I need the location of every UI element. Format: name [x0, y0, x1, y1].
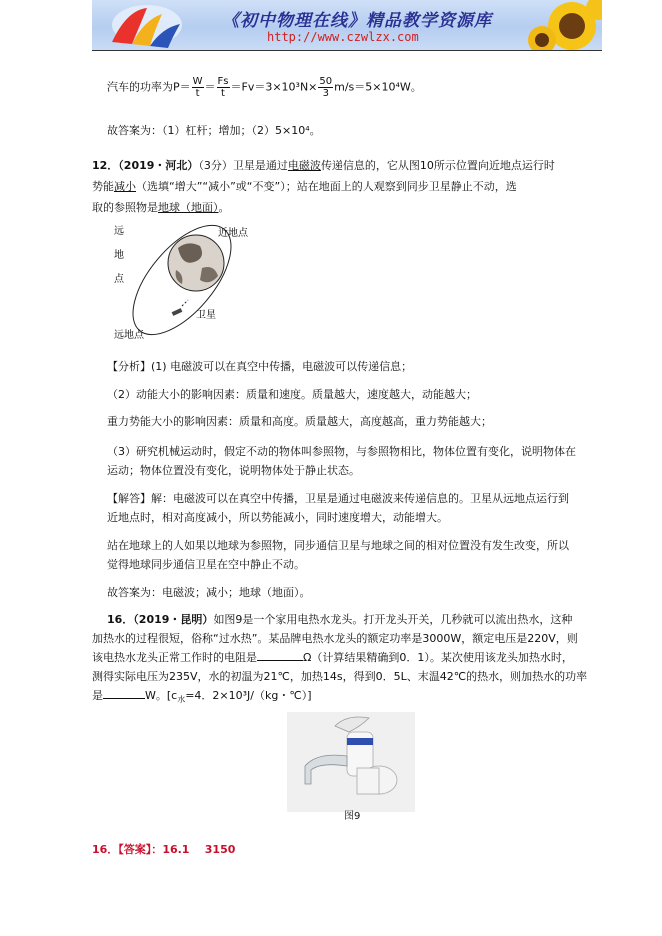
answer-11: 故答案为：（1）杠杆；增加；（2）5×10⁴。	[107, 124, 321, 137]
analysis-p4b: 运动；物体位置没有变化，说明物体处于静止状态。	[107, 464, 360, 477]
q12-answer-blank-1: 电磁波	[287, 159, 321, 172]
satellite-label: 卫星	[196, 310, 216, 321]
figure-10-satellite-orbit	[110, 218, 270, 340]
analysis-p2: （2）动能大小的影响因素：质量和速度。质量越大，速度越大，动能越大；	[107, 388, 477, 401]
analysis-p1: 【分析】(1) 电磁波可以在真空中传播，电磁波可以传递信息；	[107, 360, 413, 373]
satellite-icon	[172, 308, 183, 316]
far-point-label-bottom: 远地点	[114, 330, 144, 340]
far-point-char-1: 远	[114, 226, 124, 237]
banner-url[interactable]: http://www.czwlzx.com	[267, 30, 419, 44]
q12-source: 12．（2019・河北）	[92, 159, 199, 172]
header-divider	[92, 50, 602, 51]
formula-middle: ＝Fv＝3×10³N×	[230, 80, 318, 94]
banner-title: 《初中物理在线》精品教学资源库	[222, 11, 492, 31]
satellite-dash	[182, 300, 188, 306]
q12-line3: 取的参照物是地球（地面）。	[92, 201, 230, 214]
far-point-char-2: 地	[114, 250, 124, 261]
analysis-p3: 重力势能大小的影响因素：质量和高度。质量越大，高度越高，重力势能越大；	[107, 415, 492, 428]
q12-line1: 12．（2019・河北）（3分）卫星是通过电磁波传递信息的，它从图10所示位置向近地点运行时	[92, 159, 555, 172]
figure-9-caption: 图9	[344, 811, 361, 822]
q12-line2: 势能减小（选填“增大”“减小”或“不变”）；站在地面上的人观察到同步卫星静止不动，选	[92, 180, 517, 193]
answer-16-label: 16．【答案】：	[92, 843, 163, 856]
fraction-50-over-3: $\frac{50}{3}$	[319, 76, 333, 99]
q16-power-blank	[103, 687, 145, 699]
water-subscript: 水	[177, 695, 186, 705]
q16-line3: 该电热水龙头正常工作时的电阻是 Ω（计算结果精确到0．1）。某次使用该龙头加热水时，	[92, 651, 573, 664]
solution-p6b: 觉得地球同步通信卫星在空中静止不动。	[107, 558, 305, 571]
power-formula	[107, 76, 422, 99]
header-banner	[92, 0, 602, 50]
far-point-char-3: 点	[114, 274, 124, 285]
faucet-blue-band	[347, 738, 373, 745]
fraction-w-over-t: $\frac{W}{t}$	[192, 76, 203, 99]
q16-line4: 测得实际电压为235V，水的初温为21℃，加热14s，得到0．5L、末温42℃的热水，则加热水的功率	[92, 670, 588, 683]
q16-line2: 加热水的过程很短，俗称“过水热”。某品牌电热水龙头的额定功率是3000W，额定电压是220V，则	[92, 632, 578, 645]
near-point-label: 近地点	[218, 228, 248, 239]
answer-12: 故答案为：电磁波；减小；地球（地面）。	[107, 586, 311, 599]
answer-16	[92, 839, 235, 861]
solution-p6a: 站在地球上的人如果以地球为参照物，同步通信卫星与地球之间的相对位置没有发生改变，所以	[107, 539, 569, 552]
formula-lead: 汽车的功率为P＝	[107, 80, 191, 94]
figure-9-electric-faucet	[287, 712, 415, 812]
faucet-base	[357, 768, 379, 794]
formula-equals: ＝	[204, 80, 216, 94]
fraction-fs-over-t: $\frac{Fs}{t}$	[217, 76, 229, 99]
q16-line5: 是 W。[$c_水=4$．2×10³J/（kg・℃）]	[92, 689, 312, 705]
solution-p5b: 近地点时，相对高度减小，所以势能减小，同时速度增大，动能增大。	[107, 511, 448, 524]
q12-answer-blank-3: 地球（地面）	[158, 201, 219, 214]
analysis-p4a: （3）研究机械运动时，假定不动的物体叫参照物，与参照物相比，物体位置有变化，说明物体在	[107, 445, 576, 458]
earth-icon	[168, 235, 224, 291]
answer-16-values: 16.1 3150	[162, 843, 236, 856]
q16-source: 16．（2019・昆明）	[107, 613, 214, 626]
q16-resistance-blank	[257, 649, 303, 661]
formula-tail: m/s＝5×10⁴W。	[334, 80, 422, 94]
sunflower-icon	[528, 0, 602, 50]
q16-line1: 16．（2019・昆明）如图9是一个家用电热水龙头。打开龙头开关，几秒就可以流出热水，这种	[107, 613, 573, 626]
q12-answer-blank-2: 减小	[114, 180, 136, 193]
solution-p5a: 【解答】解：电磁波可以在真空中传播，卫星是通过电磁波来传递信息的。卫星从远地点运行到	[107, 492, 569, 505]
